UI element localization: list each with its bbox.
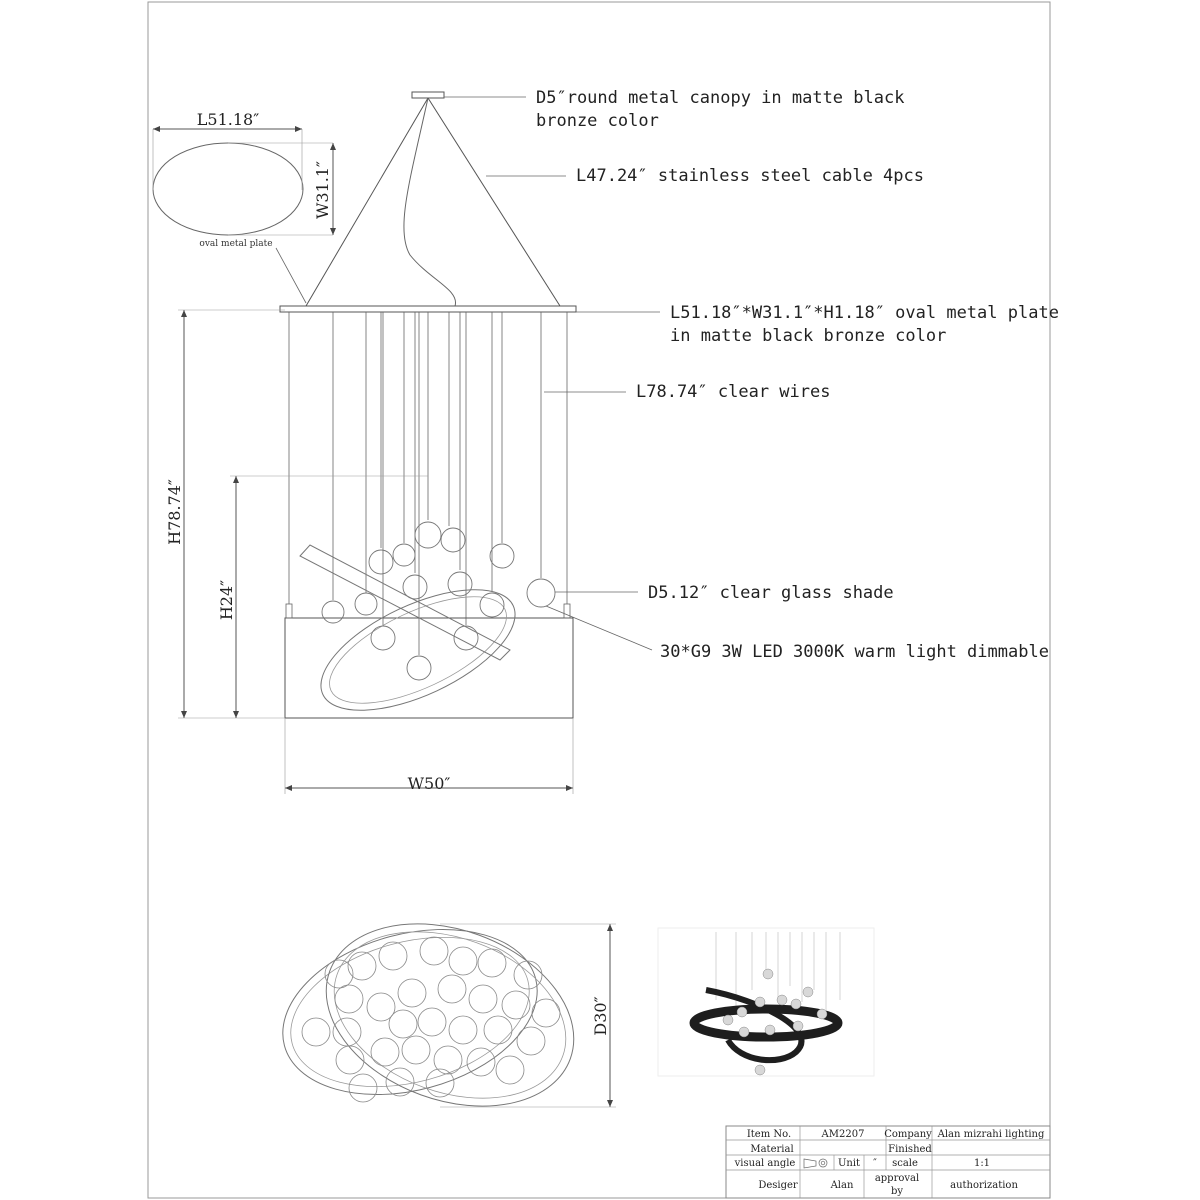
arrow-icon xyxy=(233,711,239,718)
arrow-icon xyxy=(566,785,573,791)
led-label: 30*G9 3W LED 3000K warm light dimmable xyxy=(660,642,1049,662)
body-height-label: H24″ xyxy=(217,579,236,621)
authorization-label: authorization xyxy=(950,1180,1018,1191)
approval-label-1: approval xyxy=(874,1173,920,1184)
plate-caption: oval metal plate xyxy=(199,239,273,249)
arrow-icon xyxy=(330,143,336,150)
plate-length-label: L51.18″ xyxy=(196,110,260,129)
width-label: W50″ xyxy=(407,774,451,793)
plate-label-line2: in matte black bronze color xyxy=(670,326,947,346)
arrow-icon xyxy=(330,228,336,235)
plate-outline xyxy=(153,143,303,235)
plate-label-line1: L51.18″*W31.1″*H1.18″ oval metal plate xyxy=(670,303,1059,323)
arrow-icon xyxy=(181,711,187,718)
arrow-icon xyxy=(285,785,292,791)
projection-symbol-icon xyxy=(804,1159,827,1168)
canopy-label-line2: bronze color xyxy=(536,111,659,131)
arrow-icon xyxy=(153,126,160,132)
overall-height-label: H78.74″ xyxy=(165,479,184,545)
ring-bar xyxy=(300,545,510,660)
designer-label: Desiger xyxy=(758,1180,798,1191)
unit-value: ″ xyxy=(873,1158,877,1169)
visual-angle-label: visual angle xyxy=(734,1158,796,1169)
plate-top-view xyxy=(153,110,336,303)
finished-label: Finished xyxy=(888,1144,932,1155)
pendant-wires xyxy=(289,312,567,655)
glass-shades xyxy=(322,522,555,680)
arrow-icon xyxy=(607,1100,613,1107)
company-value: Alan mizrahi lighting xyxy=(937,1129,1045,1140)
plate-leader-line xyxy=(276,248,306,303)
ring-tilted-inner xyxy=(315,575,521,725)
plan-ring-2 xyxy=(301,891,600,1138)
shade-label: D5.12″ clear glass shade xyxy=(648,583,894,603)
canopy-label-line1: D5″round metal canopy in matte black xyxy=(536,88,905,108)
depth-label: D30″ xyxy=(591,996,610,1036)
scale-label: scale xyxy=(892,1158,918,1169)
designer-value: Alan xyxy=(830,1180,854,1191)
plate-width-label: W31.1″ xyxy=(313,160,332,220)
oval-plate-side xyxy=(280,306,576,312)
material-label: Material xyxy=(750,1144,794,1155)
canopy xyxy=(412,92,444,98)
ring-body-band xyxy=(285,618,573,718)
approval-label-2: by xyxy=(890,1186,904,1197)
callouts xyxy=(444,88,1059,662)
ring-tilted-outer xyxy=(304,565,532,735)
cable-label: L47.24″ stainless steel cable 4pcs xyxy=(576,166,924,186)
arrow-icon xyxy=(181,310,187,317)
arrow-icon xyxy=(233,476,239,483)
plan-view xyxy=(264,891,616,1138)
arrow-icon xyxy=(295,126,302,132)
unit-label: Unit xyxy=(837,1158,861,1169)
company-label: Company xyxy=(884,1129,932,1140)
scale-value: 1:1 xyxy=(973,1158,991,1169)
wires-label: L78.74″ clear wires xyxy=(636,382,831,402)
side-elevation xyxy=(165,92,576,794)
item-no-label: Item No. xyxy=(746,1129,792,1140)
title-block xyxy=(726,1126,1050,1198)
plan-shades xyxy=(302,937,560,1102)
product-photo xyxy=(658,928,874,1076)
item-no-value: AM2207 xyxy=(821,1129,865,1140)
arrow-icon xyxy=(607,924,613,931)
